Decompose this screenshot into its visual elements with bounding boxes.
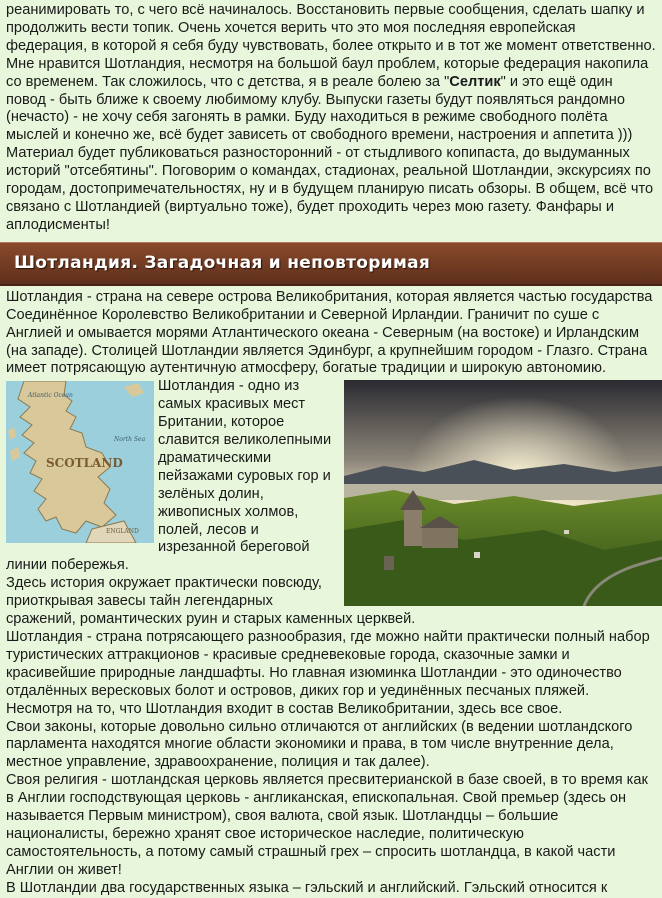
section-title-bar: [0, 242, 662, 286]
article-paragraph: Шотландия - одно из самых красивых мест Британии, которое славится великолепными драматическими пейзажами суровых гор и зелёных долин, живописных холмов, полей, лесов и изрезанной береговой линии побережья.: [6, 378, 332, 574]
intro-paragraph: [0, 0, 662, 235]
article-paragraph: В Шотландии два государственных языка – гэльский и английский. Гэльский относится к: [6, 879, 608, 896]
article-paragraph: Несмотря на то, что Шотландия входит в состав Великобритании, здесь все свое.: [6, 700, 563, 717]
scotland-map-image: [6, 381, 154, 543]
highland-church-photo: [344, 380, 662, 606]
map-label-england: ENGLAND: [106, 528, 139, 536]
section-title: Шотландия. Загадочная и неповторимая: [14, 253, 431, 274]
article-paragraph: Шотландия - страна на севере острова Великобритания, которая является частью государства Соединённое Королевство Великобритании и Северной Ирландии. Граничит по суше с Англией и омывается морями Атлантического океана - Северным (на востоке) и Ирландским (на западе). Столицей Шотландии является Эдинбург, а крупнейшим городом - Глазго. Страна имеет потрясающую аутентичную атмосферу, богатые традиции и широкую автономию.: [6, 288, 653, 377]
map-label-scotland: SCOTLAND: [46, 456, 123, 471]
article-paragraph: Своя религия - шотландская церковь является пресвитерианской в базе своей, в то время как в Англии господствующая церковь - англиканская, епископальная. Свой премьер (здесь он называется Первым министром), своя валюта, свой язык. Шотландцы – большие националисты, бережно хранят свое историческое наследие, политическую самостоятельность, а потому самый страшный грех – спросить шотландца, в какой части Англии он живет!: [6, 772, 648, 878]
map-label-northsea: North Sea: [114, 436, 146, 444]
celtic-highlight: Селтик: [449, 73, 501, 90]
intro-text-after: " и это ещё один повод - быть ближе к своему любимому клубу. Выпуски газеты будут появляться рандомно (нечасто) - не хочу себя загонять в рамки. Буду находиться в режиме свободного полёта мыслей и конечно же, всё будет зависеть от свободного времени, настроения и аппетита ))) Материал будет публиковаться разносторонний - от стыдливого копипаста, до выдуманных историй "отсебятины". Поговорим о командах, стадионах, реальной Шотландии, экскурсиях по городам, достопримечательностях, ну и в будущем планирую писать обзоры. В общем, всё что связано с Шотландией (виртуально тоже), будет проходить через мою газету. Фанфары и аплодисменты!: [6, 73, 654, 233]
intro-text-before: реанимировать то, с чего всё начиналось. Восстановить первые сообщения, сделать шапку и продолжить вести топик. Очень хочется верить что это моя последняя европейская федерация, в которой я себя буду чувствовать, более открыто и в тот же момент ответственно. Мне нравится Шотландия, несмотря на большой баул проблем, которые федерация накопила со временем. Так сложилось, что с детства, я в реале болею за ": [6, 2, 656, 90]
article-paragraph: Шотландия - страна потрясающего разнообразия, где можно найти практически полный набор туристических аттракционов - красивые средневековые города, сказочные замки и красивейшие природные ландшафты. Но главная изюминка Шотландии - это одиночество отдалённых вересковых болот и островов, диких гор и уединённых песчаных пляжей.: [6, 629, 650, 699]
map-label-atlantic: Atlantic Ocean: [28, 392, 73, 400]
article-paragraph: Свои законы, которые довольно сильно отличаются от английских (в ведении шотландского парламента находятся многие области экономики и права, в том числе внутренние дела, местное управление, здравоохранение, полиция и так далее).: [6, 718, 633, 771]
article-paragraph: Здесь история окружает практически повсюду, приоткрывая завесы тайн легендарных сражений, романтических руин и старых каменных церквей.: [6, 575, 416, 628]
